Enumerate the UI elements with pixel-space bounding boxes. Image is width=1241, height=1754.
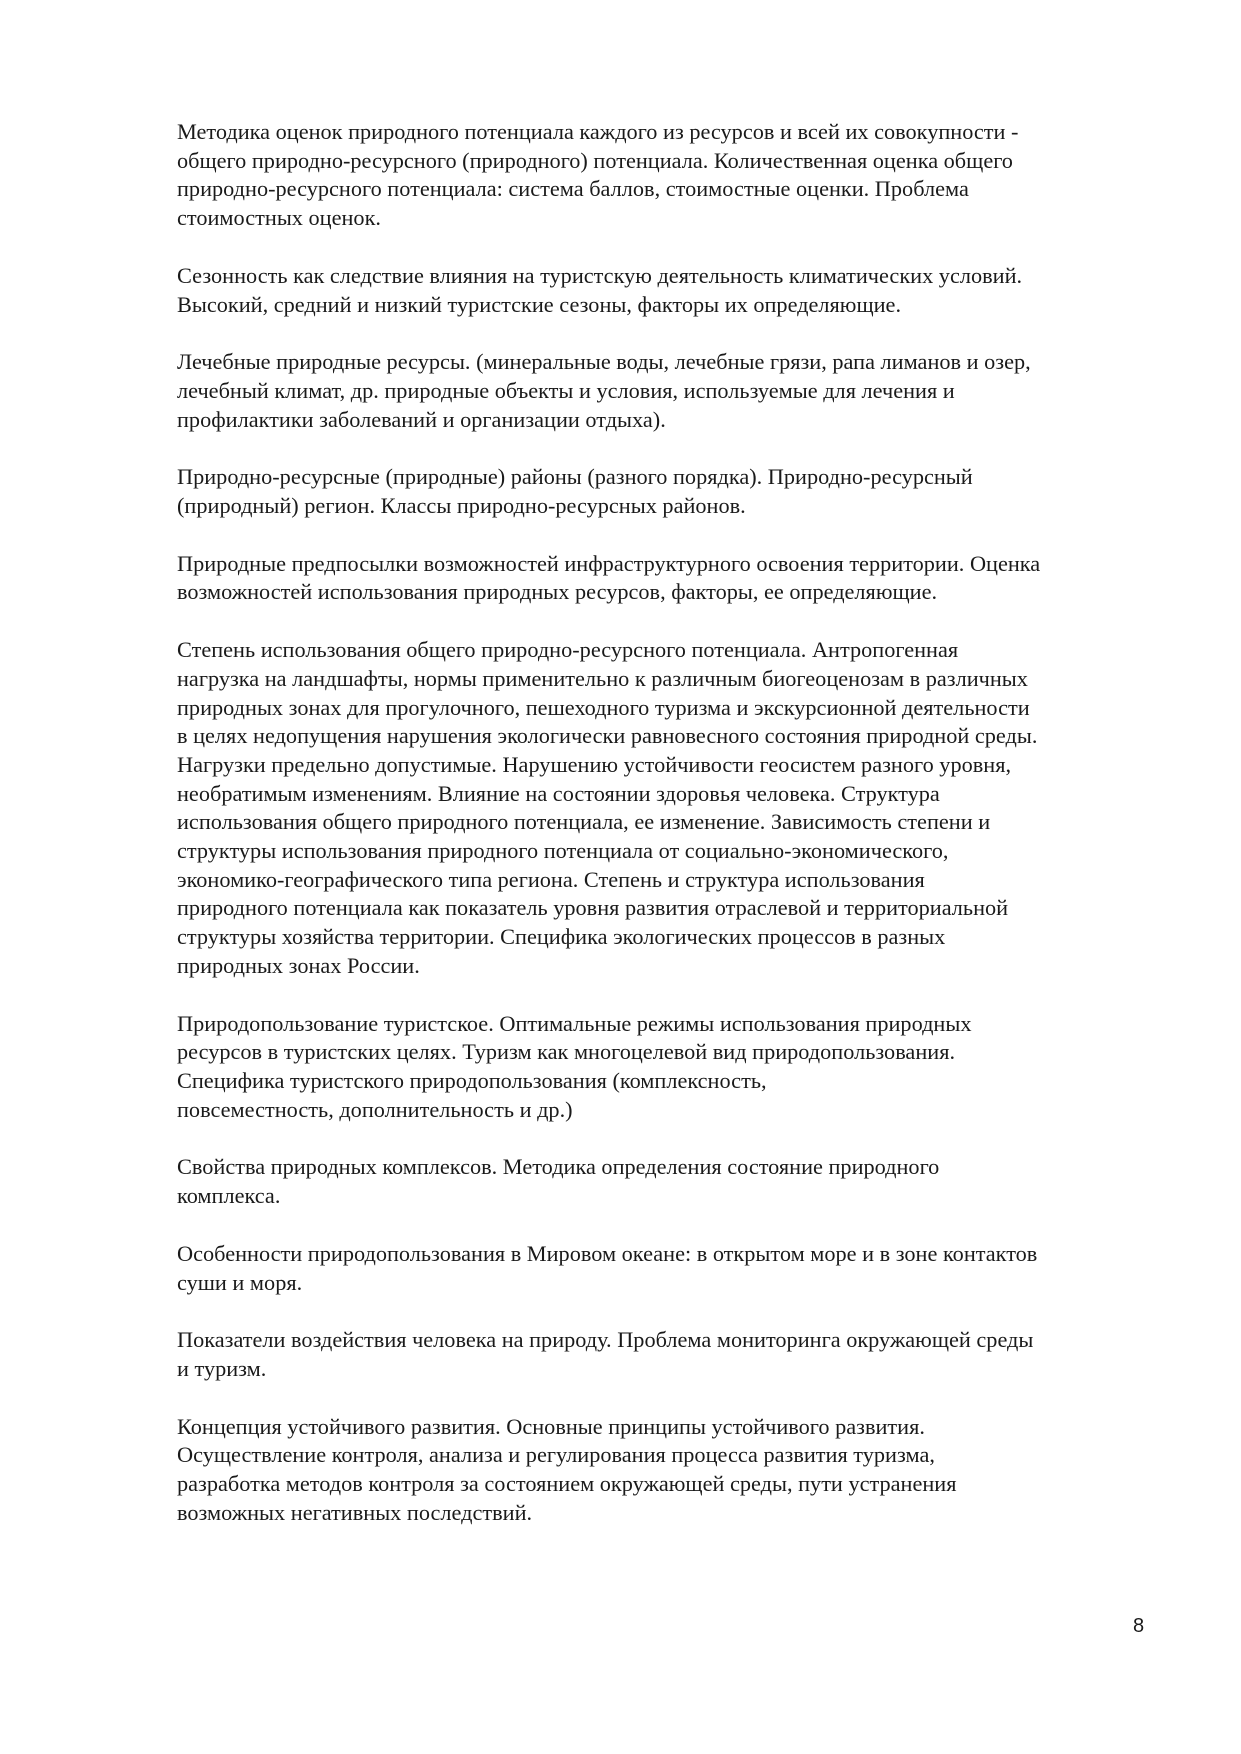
paragraph-seasonality	[177, 262, 1152, 319]
text-line: Природно-ресурсные (природные) районы (разного порядка). Природно-ресурсный	[177, 464, 973, 490]
text-line: Лечебные природные ресурсы. (минеральные воды, лечебные грязи, рапа лиманов и озер,	[177, 349, 1031, 375]
paragraph-natural-complex-properties	[177, 1153, 1152, 1210]
text-line: возможных негативных последствий.	[177, 1499, 533, 1525]
text-line: природного потенциала как показатель уровня развития отраслевой и территориальной	[177, 895, 1009, 921]
text-line: природных зонах для прогулочного, пешеходного туризма и экскурсионной деятельности	[177, 694, 1030, 720]
text-line: природно-ресурсного потенциала: система баллов, стоимостные оценки. Проблема	[177, 176, 969, 202]
text-line: Методика оценок природного потенциала каждого из ресурсов и всей их совокупности -	[177, 119, 1019, 144]
paragraph-human-impact-indicators	[177, 1326, 1152, 1383]
text-line: Специфика туристского природопользования (комплексность,	[177, 1067, 767, 1093]
text-line: стоимостных оценок.	[177, 205, 381, 231]
page-number: 8	[1133, 1615, 1145, 1637]
text-line: Концепция устойчивого развития. Основные принципы устойчивого развития.	[177, 1413, 925, 1439]
paragraph-resource-potential-assessment	[177, 118, 1152, 233]
text-line: суши и моря.	[177, 1269, 303, 1295]
text-line: Сезонность как следствие влияния на туристскую деятельность климатических условий.	[177, 262, 1023, 288]
text-line: использования общего природного потенциала, ее изменение. Зависимость степени и	[177, 809, 991, 835]
paragraph-tourist-nature-use	[177, 1010, 1152, 1125]
paragraph-sustainable-development	[177, 1413, 1152, 1528]
text-line: и туризм.	[177, 1355, 267, 1381]
text-line: разработка методов контроля за состоянием окружающей среды, пути устранения	[177, 1471, 957, 1497]
text-line: природных зонах России.	[177, 952, 420, 978]
text-line: Природные предпосылки возможностей инфраструктурного освоения территории. Оценка	[177, 550, 1041, 576]
text-line: Особенности природопользования в Мировом океане: в открытом море и в зоне контактов	[177, 1240, 1038, 1266]
text-line: профилактики заболеваний и организации отдыха).	[177, 406, 666, 432]
text-line: лечебный климат, др. природные объекты и условия, используемые для лечения и	[177, 377, 955, 403]
text-line: Нагрузки предельно допустимые. Нарушению устойчивости геосистем разного уровня,	[177, 751, 1012, 777]
text-line: (природный) регион. Классы природно-ресурсных районов.	[177, 493, 746, 519]
paragraph-infrastructure-prerequisites	[177, 550, 1152, 607]
paragraph-usage-degree	[177, 636, 1152, 980]
text-line: ресурсов в туристских целях. Туризм как многоцелевой вид природопользования.	[177, 1039, 956, 1065]
text-line: Осуществление контроля, анализа и регулирования процесса развития туризма,	[177, 1442, 935, 1468]
text-line: общего природно-ресурсного (природного) потенциала. Количественная оценка общего	[177, 147, 1013, 173]
text-line: экономико-географического типа региона. Степень и структура использования	[177, 866, 925, 892]
paragraph-natural-regions	[177, 463, 1152, 520]
text-line: возможностей использования природных ресурсов, факторы, ее определяющие.	[177, 579, 938, 605]
text-line: необратимым изменениям. Влияние на состоянии здоровья человека. Структура	[177, 780, 940, 806]
text-line: Свойства природных комплексов. Методика определения состояние природного	[177, 1154, 940, 1180]
text-line: структуры хозяйства территории. Специфика экологических процессов в разных	[177, 924, 946, 950]
text-line: Показатели воздействия человека на природу. Проблема мониторинга окружающей среды	[177, 1327, 1034, 1353]
text-line: Природопользование туристское. Оптимальные режимы использования природных	[177, 1010, 972, 1036]
paragraph-healing-resources	[177, 348, 1152, 434]
text-line: нагрузка на ландшафты, нормы применительно к различным биогеоценозам в различных	[177, 665, 1028, 691]
text-line: Степень использования общего природно-ресурсного потенциала. Антропогенная	[177, 637, 959, 663]
text-line: в целях недопущения нарушения экологически равновесного состояния природной среды.	[177, 723, 1038, 749]
text-line: повсеместность, дополнительность и др.)	[177, 1096, 573, 1122]
document-body	[177, 118, 1152, 1556]
paragraph-world-ocean	[177, 1240, 1152, 1297]
text-line: Высокий, средний и низкий туристские сезоны, факторы их определяющие.	[177, 291, 902, 317]
text-line: комплекса.	[177, 1183, 281, 1209]
text-line: структуры использования природного потенциала от социально-экономического,	[177, 838, 949, 864]
